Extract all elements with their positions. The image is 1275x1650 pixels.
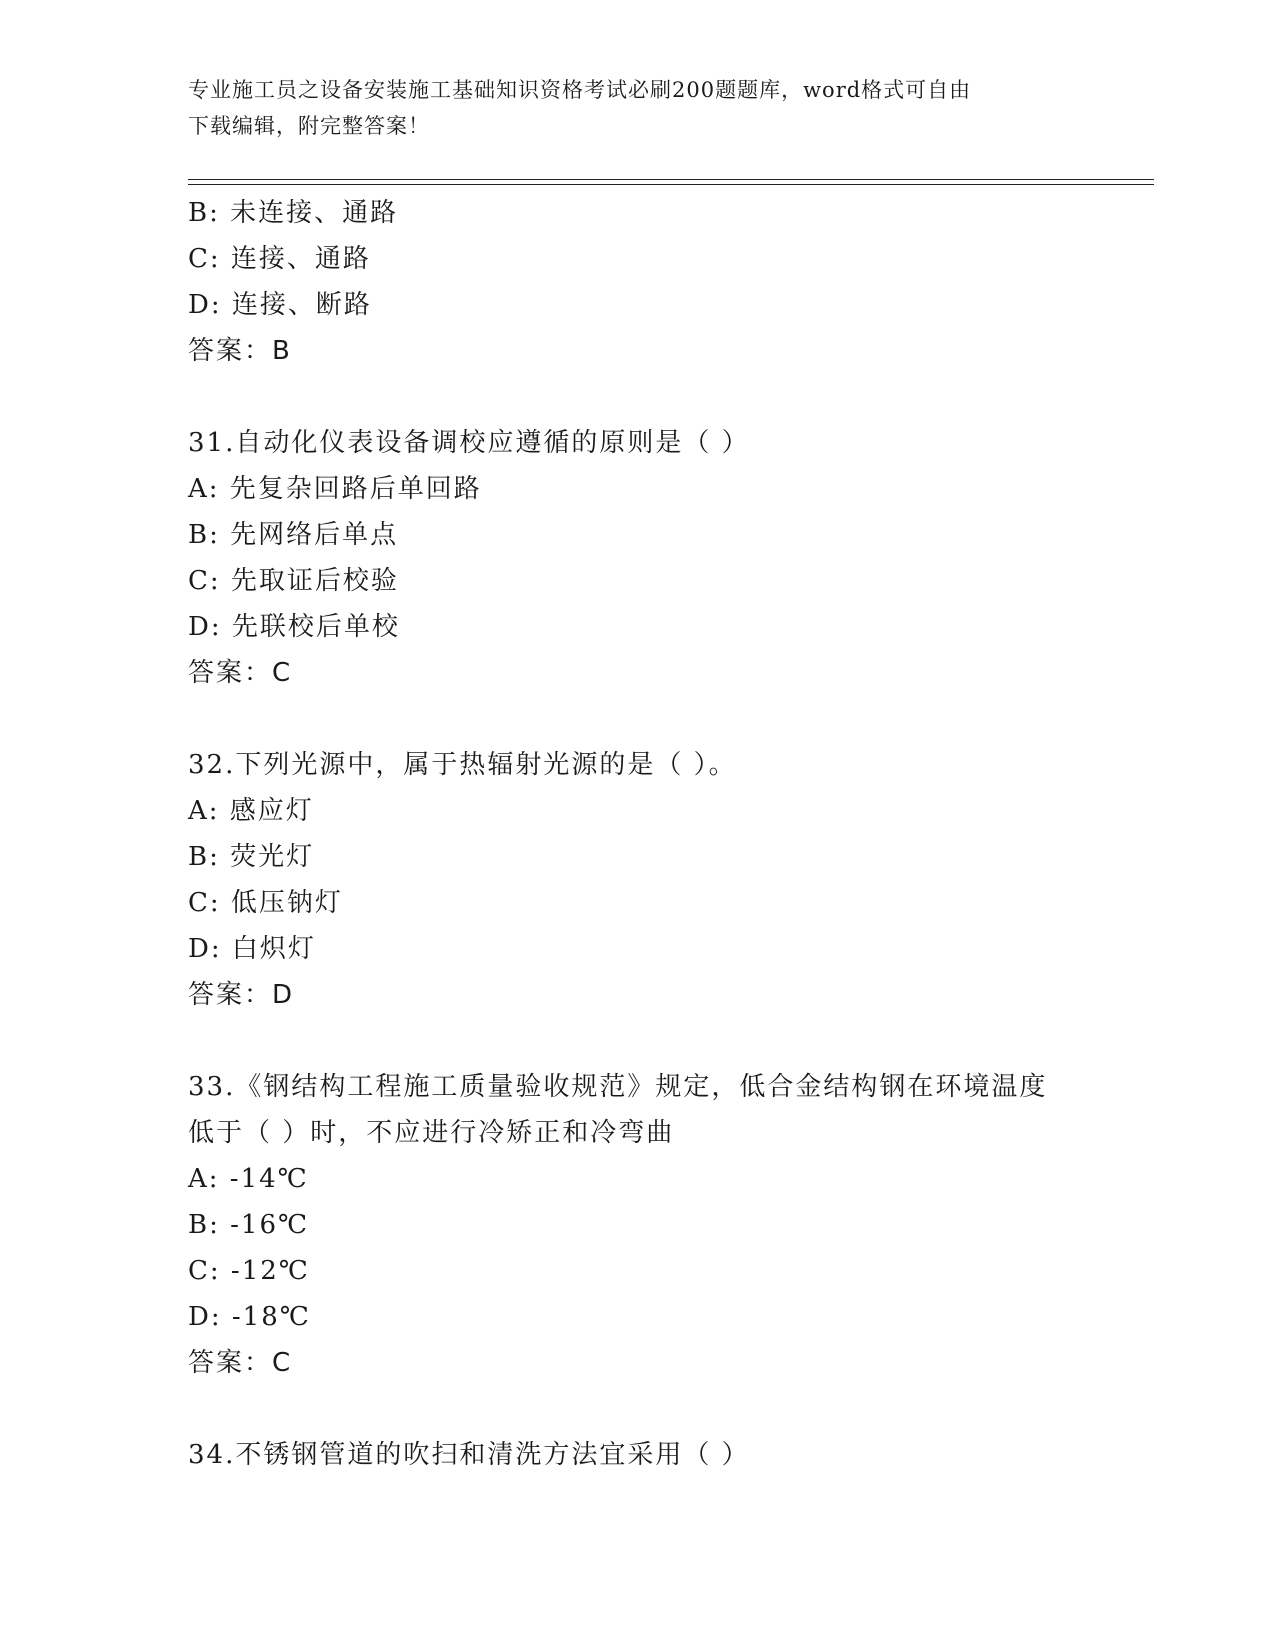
header-divider-bottom — [188, 184, 1154, 185]
option-a: A: 先复杂回路后单回路 — [188, 474, 482, 504]
option-b: B: -16℃ — [188, 1210, 310, 1240]
answer: 答案：D — [188, 980, 295, 1010]
question-block-30 — [188, 190, 1148, 374]
header-line-2: 下载编辑，附完整答案！ — [188, 114, 430, 138]
question-block-32 — [188, 742, 1148, 1018]
answer: 答案：C — [188, 1348, 293, 1378]
option-d: D: -18℃ — [188, 1302, 311, 1332]
header-line-1: 专业施工员之设备安装施工基础知识资格考试必刷200题题库，word格式可自由 — [188, 78, 972, 102]
option-c: C: -12℃ — [188, 1256, 310, 1286]
option-a: A: -14℃ — [188, 1164, 309, 1194]
question-text-line-2: 低于（ ）时，不应进行冷矫正和冷弯曲 — [188, 1118, 675, 1148]
question-list — [188, 190, 1148, 1478]
question-text-line-1: 33.《钢结构工程施工质量验收规范》规定，低合金结构钢在环境温度 — [188, 1072, 1048, 1102]
option-c: C: 先取证后校验 — [188, 566, 399, 596]
option-d: D: 先联校后单校 — [188, 612, 400, 642]
spacer — [188, 374, 1148, 420]
option-b: B: 荧光灯 — [188, 842, 315, 872]
spacer — [188, 696, 1148, 742]
question-block-34 — [188, 1432, 1148, 1478]
spacer — [188, 1386, 1148, 1432]
document-header — [188, 72, 1088, 144]
question-block-31 — [188, 420, 1148, 696]
answer: 答案：C — [188, 658, 293, 688]
option-b: B: 未连接、通路 — [188, 198, 399, 228]
option-a: A: 感应灯 — [188, 796, 314, 826]
option-d: D: 连接、断路 — [188, 290, 372, 320]
spacer — [188, 1018, 1148, 1064]
question-block-33 — [188, 1064, 1148, 1386]
option-d: D: 白炽灯 — [188, 934, 316, 964]
option-c: C: 连接、通路 — [188, 244, 371, 274]
option-b: B: 先网络后单点 — [188, 520, 399, 550]
question-text: 31.自动化仪表设备调校应遵循的原则是（ ） — [188, 428, 750, 458]
header-divider-top — [188, 179, 1154, 180]
question-text: 32.下列光源中，属于热辐射光源的是（ ）。 — [188, 750, 737, 780]
question-text: 34.不锈钢管道的吹扫和清洗方法宜采用（ ） — [188, 1440, 750, 1470]
answer: 答案：B — [188, 336, 292, 366]
option-c: C: 低压钠灯 — [188, 888, 343, 918]
